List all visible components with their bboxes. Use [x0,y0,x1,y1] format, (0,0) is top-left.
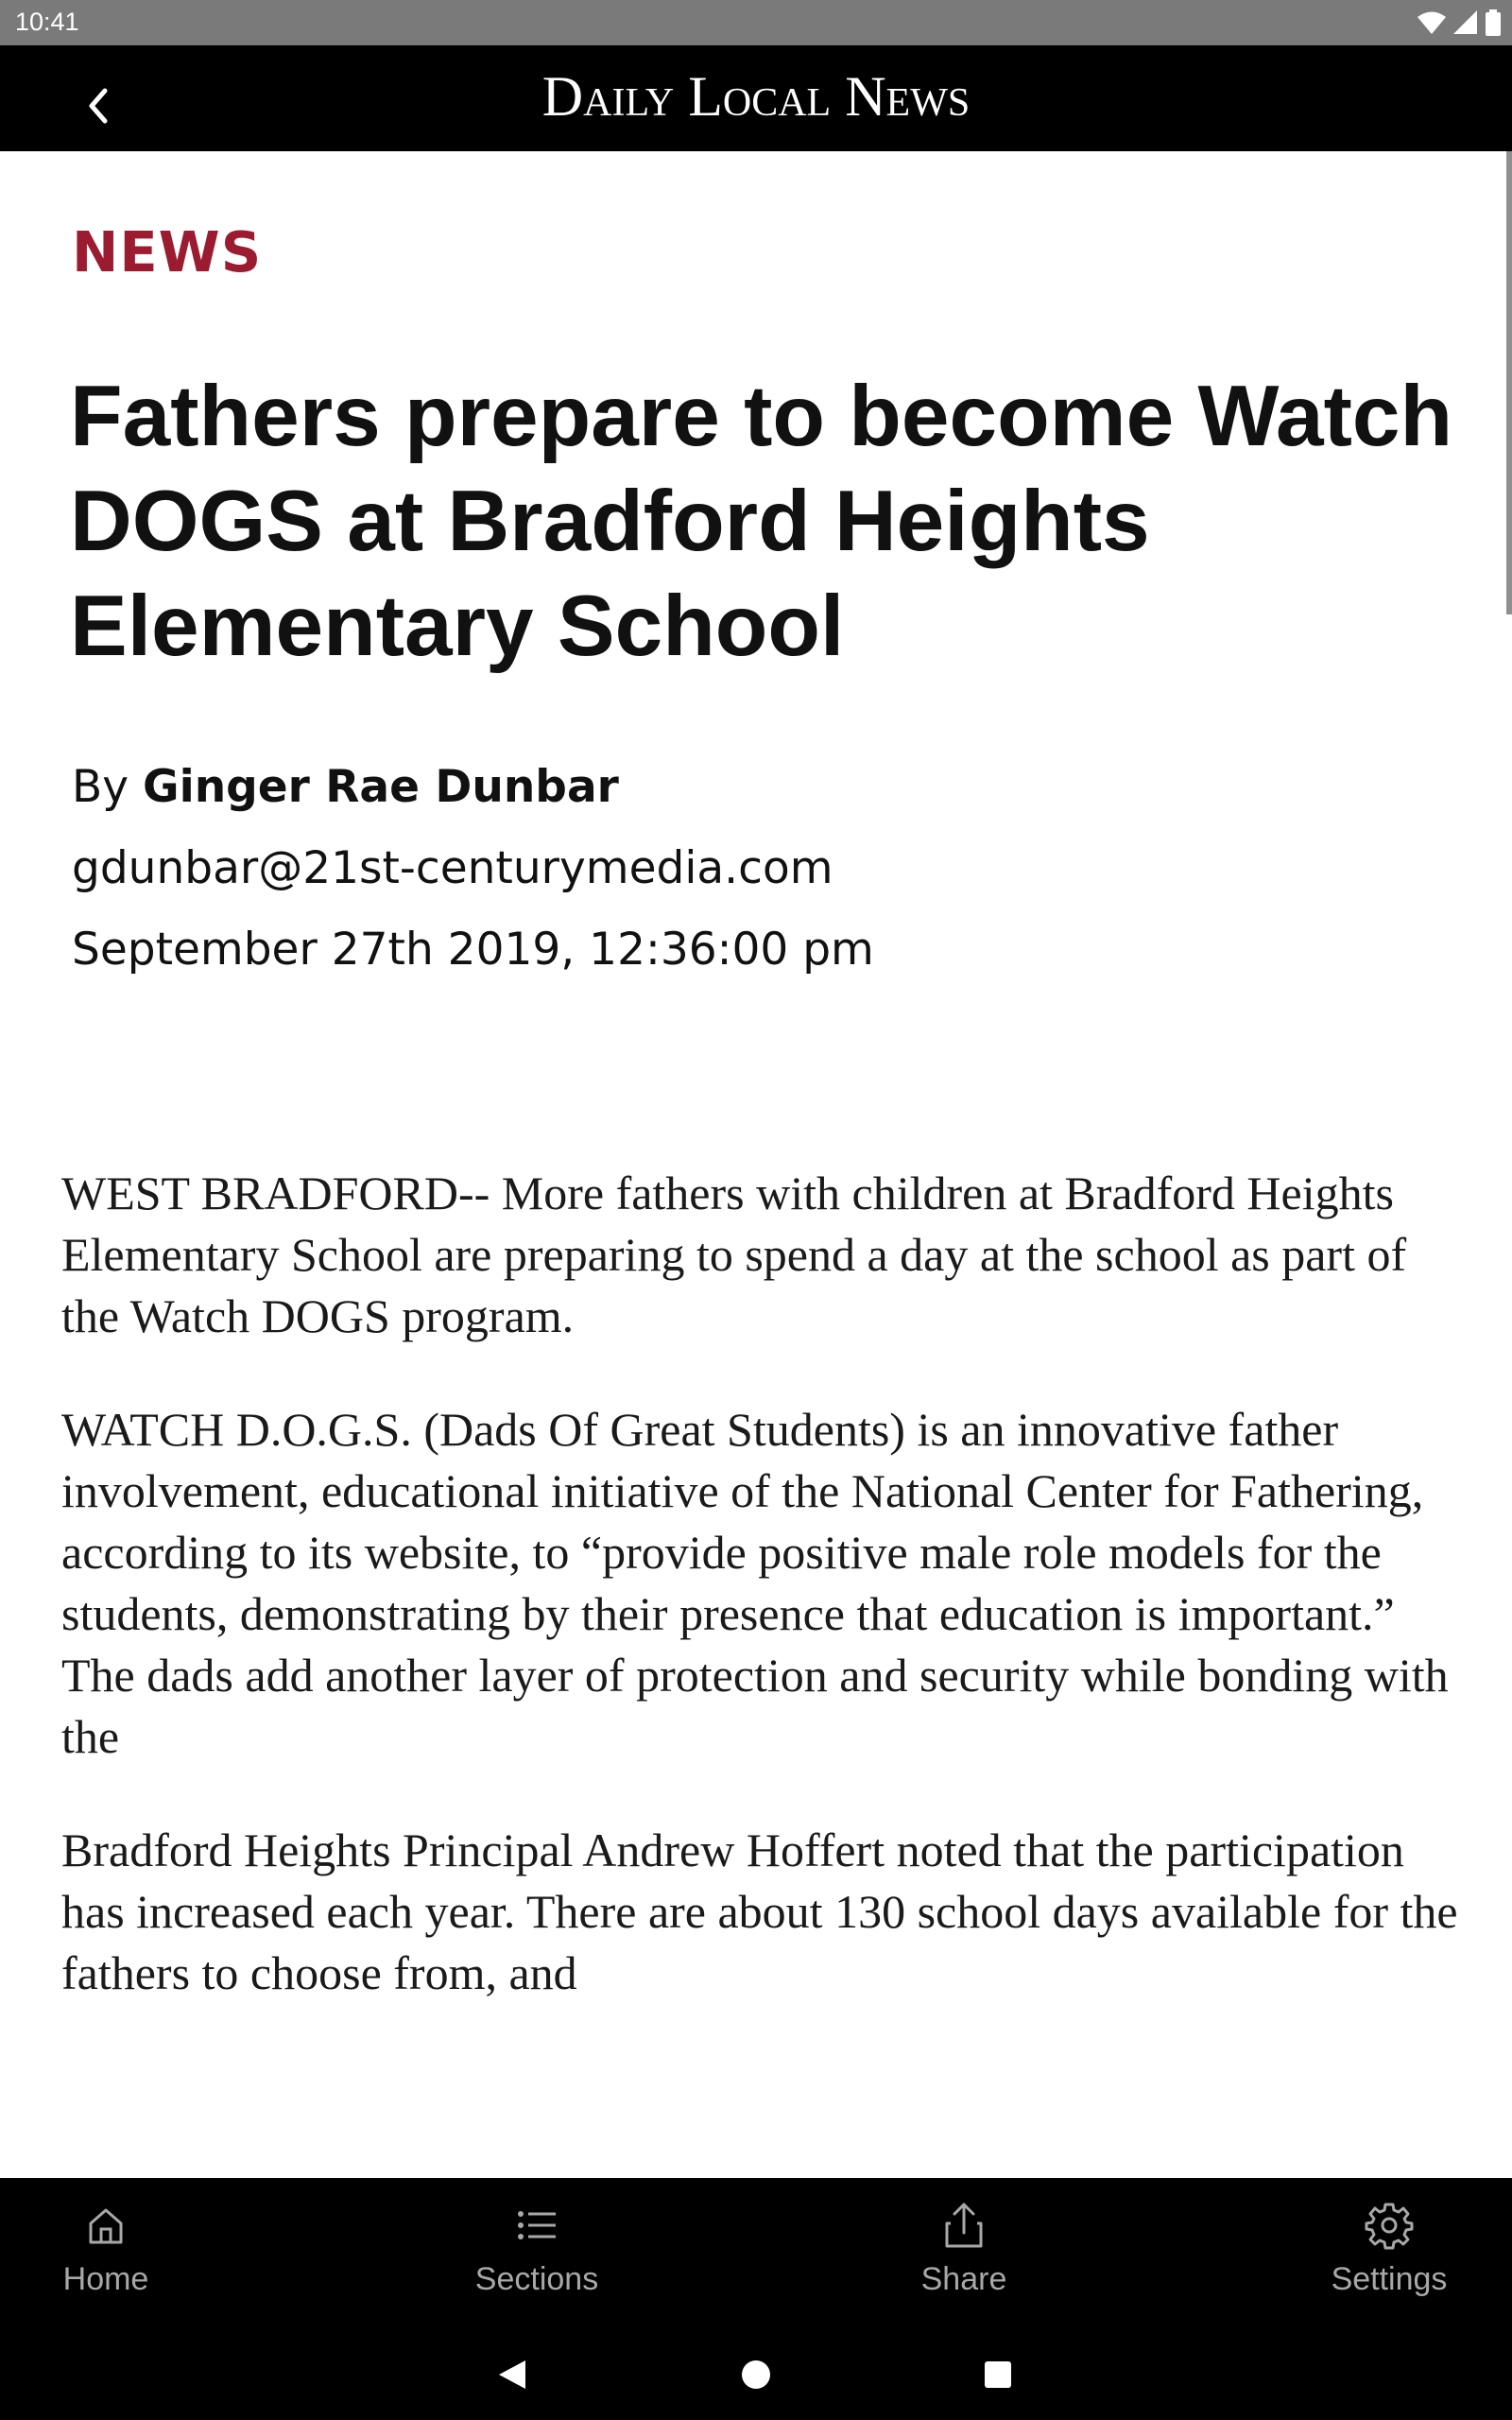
author-email[interactable]: gdunbar@21st-centurymedia.com [72,842,833,894]
nav-share[interactable] [850,2197,1077,2310]
nav-label: Home [62,2261,149,2297]
list-icon [514,2197,559,2254]
byline [72,747,1395,991]
status-icons [1418,8,1501,38]
wifi-icon [1418,10,1446,35]
paragraph: Bradford Heights Principal Andrew Hoffert noted that the participation has increased each year. There are about 130 school days available for the fathers to choose from, and [61,1824,1458,1999]
publish-date: September 27th 2019, 12:36:00 pm [72,924,874,976]
nav-settings[interactable] [1276,2197,1503,2310]
triangle-back-icon [497,2359,527,2391]
nav-sections[interactable] [423,2197,650,2310]
author-name: Ginger Rae Dunbar [143,761,619,813]
system-recents-button[interactable] [975,2352,1021,2397]
nav-home[interactable] [0,2197,219,2310]
article-body [61,1163,1469,2056]
circle-home-icon [741,2360,771,2390]
system-back-button[interactable] [490,2352,535,2397]
nav-label: Settings [1331,2261,1448,2297]
article-headline: Fathers prepare to become Watch DOGS at Bradford Heights Elementary School [70,369,1453,674]
share-icon [941,2197,987,2254]
battery-icon [1486,9,1501,36]
brand-logo: Daily Local News [541,65,971,128]
nav-label: Sections [474,2261,599,2297]
paragraph: WATCH D.O.G.S. (Dads Of Great Students) is an innovative father involvement, educational initiative of the National Center for Fathering, according to its website, to “provide positive male role models for the students, demonstrating by their presence that education is important.” The dads add another layer of protection and security while bonding with the [61,1403,1449,1763]
bottom-nav [0,2178,1512,2329]
paragraph: WEST BRADFORD-- More fathers with children at Bradford Heights Elementary School are preparing to spend a day at the school as part of the Watch DOGS program. [61,1167,1407,1342]
square-recents-icon [984,2360,1012,2389]
system-home-button[interactable] [733,2352,779,2397]
byline-author-line [72,747,1395,828]
byline-prefix: By [72,761,129,813]
status-time: 10:41 [15,8,79,36]
app-header [0,45,1512,151]
home-icon [83,2197,129,2254]
scrollbar[interactable] [1506,151,1512,614]
nav-label: Share [920,2261,1007,2297]
section-label[interactable]: NEWS [72,219,263,285]
signal-icon [1453,10,1478,35]
gear-icon [1365,2197,1414,2254]
system-nav-bar [0,2329,1512,2420]
status-bar [0,0,1512,45]
